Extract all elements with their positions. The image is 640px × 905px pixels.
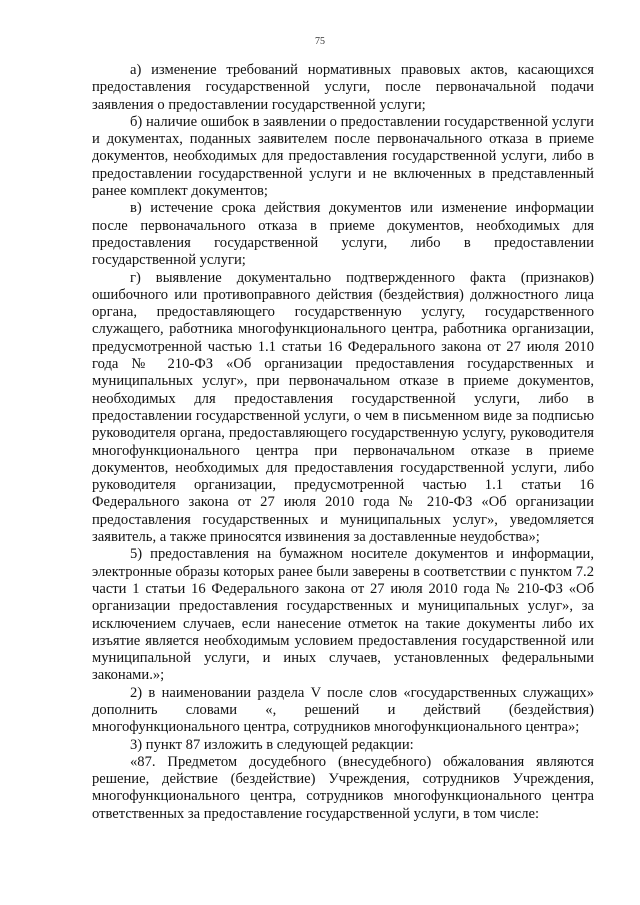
paragraph-item-v: в) истечение срока действия документов или изменение информации после первоначального отказа в приеме документов, необходимых для предоставления государственной услуги, либо в предоставлении государственной услуги; <box>92 200 594 269</box>
paragraph-amendment-3: 3) пункт 87 изложить в следующей редакции: <box>130 736 414 753</box>
paragraph-clause-87: «87. Предметом досудебного (внесудебного) обжалования являются решение, действие (бездействие) Учреждения, сотрудников Учреждения, многофункционального центра, сотрудников многофункционального центра ответственных за предоставление государственной услуги, в том числе: <box>92 753 594 822</box>
paragraph-item-a: а) изменение требований нормативных правовых актов, касающихся предоставления государственной услуги, после первоначальной подачи заявления о предоставлении государственной услуги; <box>92 62 594 113</box>
document-body <box>92 62 594 823</box>
paragraph-item-g: г) выявление документально подтвержденного факта (признаков) ошибочного или противоправного действия (бездействия) должностного лица органа, предоставляющего государственную услугу, государственного служащего, работника многофункционального центра, работника организации, предусмотренной частью 1.1 статьи 16 Федерального закона от 27 июля 2010 года № 210-ФЗ «Об организации предоставления государственных и муниципальных услуг», при первоначальном отказе в приеме документов, необходимых для предоставления государственной услуги, либо в предоставлении государственной услуги, о чем в письменном виде за подписью руководителя органа, предоставляющего государственную услугу, руководителя многофункционального центра при первоначальном отказе в приеме документов, необходимых для предоставления государственной услуги, либо руководителя организации, предусмотренной частью 1.1 статьи 16 Федерального закона от 27 июля 2010 года № 210-ФЗ «Об организации предоставления государственных и муниципальных услуг», уведомляется заявитель, а также приносятся извинения за доставленные неудобства»; <box>92 269 594 546</box>
paragraph-item-b: б) наличие ошибок в заявлении о предоставлении государственной услуги и документах, поданных заявителем после первоначального отказа в приеме документов, необходимых для предоставления государственной услуги, либо в предоставлении государственной услуги и не включенных в представленный ранее комплект документов; <box>92 113 594 200</box>
paragraph-amendment-2: 2) в наименовании раздела V после слов «государственных служащих» дополнить словами «, решений и действий (бездействия) многофункционального центра, сотрудников многофункционального центра»; <box>92 684 594 736</box>
paragraph-item-5: 5) предоставления на бумажном носителе документов и информации, электронные образы которых ранее были заверены в соответствии с пунктом 7.2 части 1 статьи 16 Федерального закона от 27 июля 2010 года № 210-ФЗ «Об организации предоставления государственных и муниципальных услуг», за исключением случаев, если нанесение отметок на такие документы либо их изъятие является необходимым условием предоставления государственной или муниципальной услуги, и иных случаев, установленных федеральными законами.»; <box>92 546 594 684</box>
page-number: 75 <box>315 36 325 47</box>
